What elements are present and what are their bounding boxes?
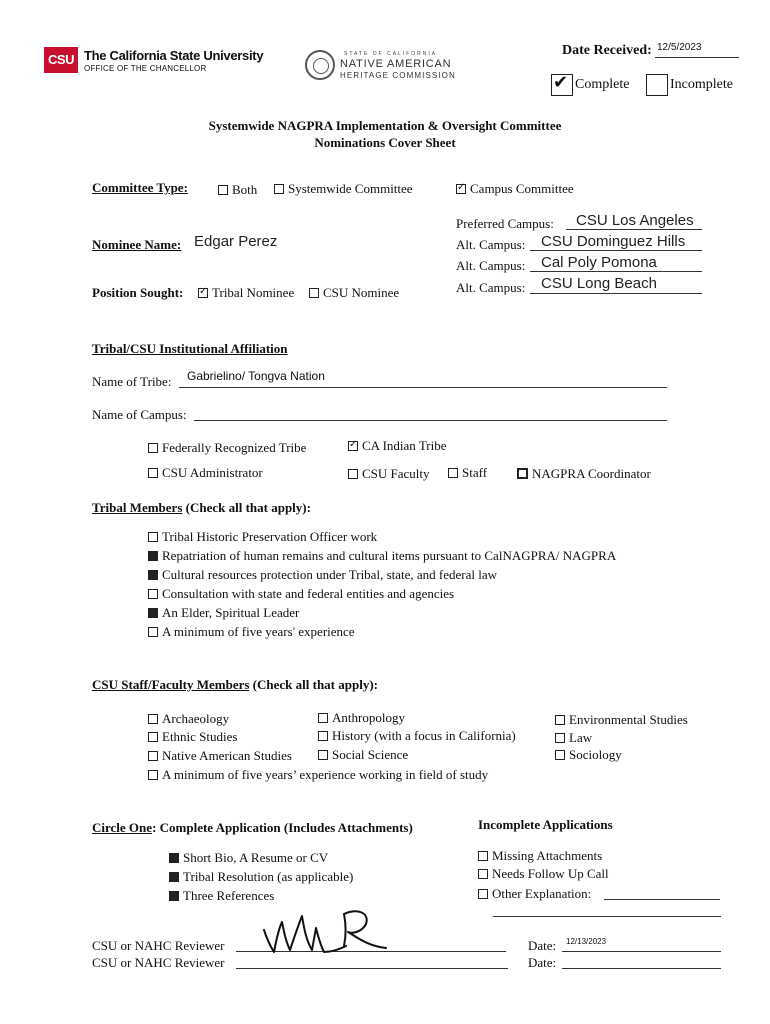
incomplete-item-missing[interactable]: Missing Attachments xyxy=(478,848,602,864)
form-subtitle: Nominations Cover Sheet xyxy=(314,135,456,150)
tribal-nominee-option[interactable]: ✓ Tribal Nominee xyxy=(198,285,294,301)
csu-administrator-option[interactable]: CSU Administrator xyxy=(148,465,263,481)
form-title: Systemwide NAGPRA Implementation & Oversight Committee xyxy=(208,118,562,133)
nahc-name: NATIVE AMERICAN xyxy=(340,58,452,70)
environmental-studies-option[interactable]: Environmental Studies xyxy=(555,712,688,728)
staff-option[interactable]: Staff xyxy=(448,465,487,481)
tribe-name-label: Name of Tribe: xyxy=(92,374,172,389)
complete-check-icon: ✔ xyxy=(553,72,569,92)
history-option[interactable]: History (with a focus in California) xyxy=(318,728,516,744)
tribal-member-item-5[interactable]: An Elder, Spiritual Leader xyxy=(148,605,299,621)
reviewer-line-2[interactable] xyxy=(236,968,508,969)
social-science-option[interactable]: Social Science xyxy=(318,747,408,763)
tribal-member-item-3[interactable]: Cultural resources protection under Tribal, state, and federal law xyxy=(148,567,497,583)
other-explanation-line-1[interactable] xyxy=(604,899,720,900)
reviewer-signature xyxy=(258,906,390,956)
native-american-studies-option[interactable]: Native American Studies xyxy=(148,748,292,764)
incomplete-item-other[interactable]: Other Explanation: xyxy=(478,886,591,902)
alt-campus-line-1 xyxy=(530,250,702,251)
tribe-name-line xyxy=(179,387,667,388)
date-received-line xyxy=(655,57,739,58)
law-option[interactable]: Law xyxy=(555,730,592,746)
campus-name-line[interactable] xyxy=(194,420,667,421)
staff-checkbox[interactable] xyxy=(448,468,458,478)
campus-checkbox[interactable] xyxy=(456,184,466,194)
nominee-name-label: Nominee Name: xyxy=(92,237,182,252)
reviewer-label-1: CSU or NAHC Reviewer xyxy=(92,938,225,953)
tribal-member-item-4[interactable]: Consultation with state and federal entities and agencies xyxy=(148,586,454,602)
ethnic-studies-option[interactable]: Ethnic Studies xyxy=(148,729,237,745)
tribal-members-heading: Tribal Members (Check all that apply): xyxy=(92,500,311,515)
nagpra-coordinator-option[interactable]: NAGPRA Coordinator xyxy=(517,466,651,482)
alt-campus-value-3[interactable]: CSU Long Beach xyxy=(541,275,657,292)
nominee-name-value[interactable]: Edgar Perez xyxy=(194,233,278,250)
preferred-campus-label: Preferred Campus: xyxy=(456,216,554,231)
csu-faculty-option[interactable]: CSU Faculty xyxy=(348,466,430,482)
committee-type-label: Committee Type: xyxy=(92,180,188,195)
alt-campus-value-1[interactable]: CSU Dominguez Hills xyxy=(541,233,686,250)
incomplete-item-follow-up[interactable]: Needs Follow Up Call xyxy=(478,866,609,882)
federally-recognized-checkbox[interactable] xyxy=(148,443,158,453)
ca-indian-option[interactable]: ✓ CA Indian Tribe xyxy=(348,438,447,454)
csu-nominee-option[interactable]: CSU Nominee xyxy=(309,285,399,301)
staff-members-heading: CSU Staff/Faculty Members (Check all that apply): xyxy=(92,677,378,692)
other-explanation-line-2[interactable] xyxy=(493,916,721,917)
reviewer-date-label-1: Date: xyxy=(528,938,557,953)
incomplete-checkbox[interactable] xyxy=(646,74,668,96)
tribal-member-item-2[interactable]: Repatriation of human remains and cultural items pursuant to CalNAGPRA/ NAGPRA xyxy=(148,548,616,564)
date-received-label: Date Received: xyxy=(562,43,652,58)
reviewer-date-line-1[interactable] xyxy=(562,951,721,952)
date-received-value[interactable]: 12/5/2023 xyxy=(657,42,702,53)
csu-office: OFFICE OF THE CHANCELLOR xyxy=(84,64,207,73)
incomplete-label: Incomplete xyxy=(670,77,733,92)
anthropology-option[interactable]: Anthropology xyxy=(318,710,405,726)
csu-faculty-checkbox[interactable] xyxy=(348,469,358,479)
committee-both-option[interactable]: Both xyxy=(218,182,257,198)
nagpra-coordinator-checkbox[interactable] xyxy=(517,468,528,479)
systemwide-checkbox[interactable] xyxy=(274,184,284,194)
reviewer-date-value-1[interactable]: 12/13/2023 xyxy=(566,937,607,946)
sociology-option[interactable]: Sociology xyxy=(555,747,622,763)
incomplete-applications-heading: Incomplete Applications xyxy=(478,817,613,832)
position-sought-label: Position Sought: xyxy=(92,285,184,300)
tribal-member-item-6[interactable]: A minimum of five years' experience xyxy=(148,624,355,640)
alt-campus-value-2[interactable]: Cal Poly Pomona xyxy=(541,254,657,271)
nahc-seal-icon xyxy=(305,50,335,80)
reviewer-date-label-2: Date: xyxy=(528,955,557,970)
ca-indian-checkbox[interactable] xyxy=(348,441,358,451)
circle-one-heading: Circle One: Complete Application (Includes Attachments) xyxy=(92,820,413,835)
both-checkbox[interactable] xyxy=(218,185,228,195)
csu-nominee-checkbox[interactable] xyxy=(309,288,319,298)
alt-campus-label-3: Alt. Campus: xyxy=(456,280,526,295)
committee-campus-option[interactable]: ✓ Campus Committee xyxy=(456,181,574,197)
minimum-experience-option[interactable]: A minimum of five years’ experience working in field of study xyxy=(148,767,488,783)
nahc-state: STATE OF CALIFORNIA xyxy=(344,51,438,57)
tribal-member-item-1[interactable]: Tribal Historic Preservation Officer work xyxy=(148,529,377,545)
federally-recognized-option[interactable]: Federally Recognized Tribe xyxy=(148,440,306,456)
alt-campus-line-2 xyxy=(530,271,702,272)
complete-item-bio[interactable]: Short Bio, A Resume or CV xyxy=(169,850,328,866)
complete-item-references[interactable]: Three References xyxy=(169,888,274,904)
alt-campus-line-3 xyxy=(530,293,702,294)
campus-name-label: Name of Campus: xyxy=(92,407,187,422)
csu-name: The California State University xyxy=(84,48,264,63)
tribe-name-value[interactable]: Gabrielino/ Tongva Nation xyxy=(187,369,325,383)
reviewer-date-line-2[interactable] xyxy=(562,968,721,969)
alt-campus-label-1: Alt. Campus: xyxy=(456,237,526,252)
archaeology-option[interactable]: Archaeology xyxy=(148,711,229,727)
complete-label: Complete xyxy=(575,77,630,92)
reviewer-label-2: CSU or NAHC Reviewer xyxy=(92,955,225,970)
nahc-sub: HERITAGE COMMISSION xyxy=(340,71,456,80)
tribal-nominee-checkbox[interactable] xyxy=(198,288,208,298)
committee-systemwide-option[interactable]: Systemwide Committee xyxy=(274,181,413,197)
alt-campus-label-2: Alt. Campus: xyxy=(456,258,526,273)
affiliation-heading: Tribal/CSU Institutional Affiliation xyxy=(92,341,288,356)
preferred-campus-line xyxy=(566,229,702,230)
complete-item-resolution[interactable]: Tribal Resolution (as applicable) xyxy=(169,869,353,885)
csu-administrator-checkbox[interactable] xyxy=(148,468,158,478)
csu-mark: CSU xyxy=(44,47,78,73)
preferred-campus-value[interactable]: CSU Los Angeles xyxy=(576,212,694,229)
